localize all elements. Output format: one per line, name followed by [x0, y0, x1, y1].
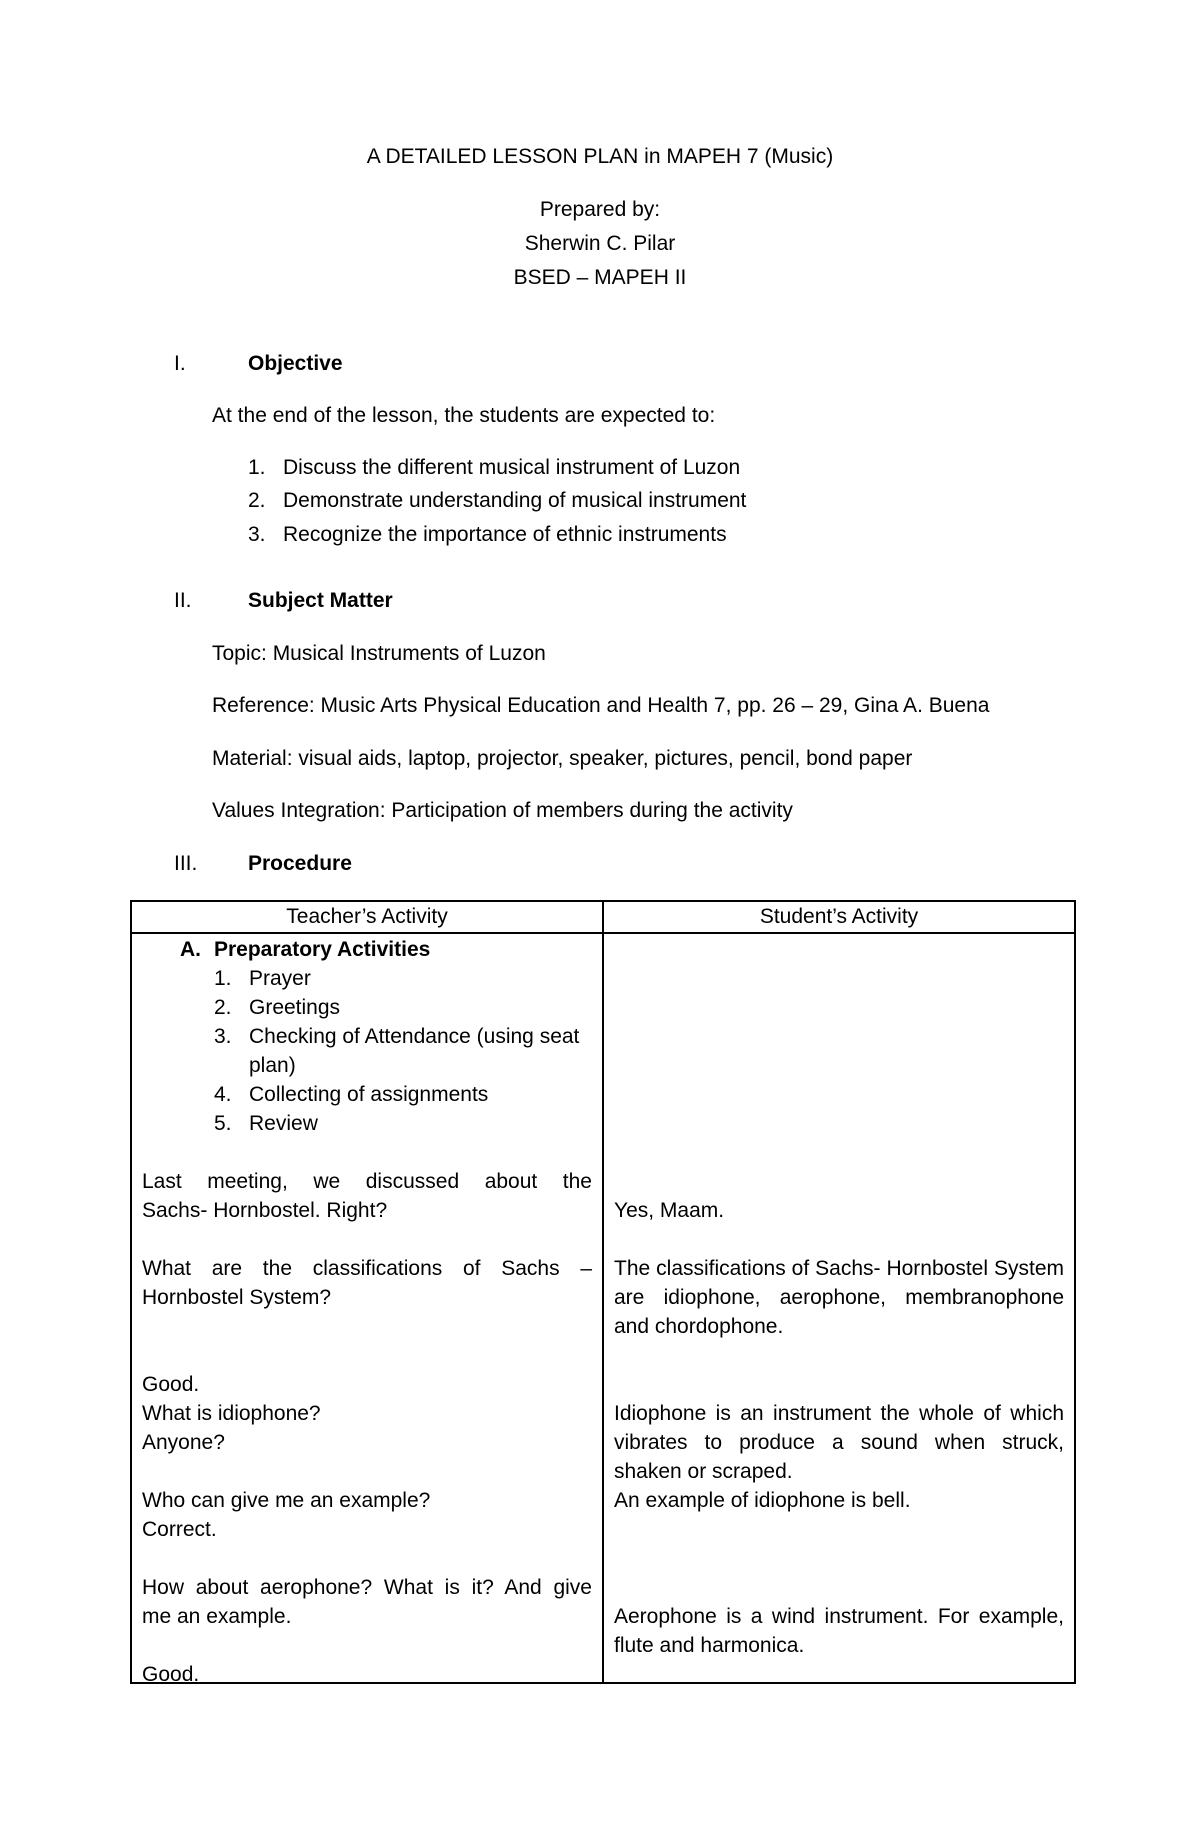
objective-item-number: 2. — [248, 489, 266, 512]
list-item-text: Prayer — [249, 967, 311, 990]
student-line: are idiophone, aerophone, membranophone — [614, 1286, 1064, 1309]
document-title: A DETAILED LESSON PLAN in MAPEH 7 (Music) — [366, 145, 834, 168]
student-activity-cell — [603, 933, 1075, 1683]
objective-item-number: 1. — [248, 456, 266, 479]
subject-matter-numeral: II. — [174, 589, 192, 612]
teacher-line: Last meeting, we discussed about the — [142, 1170, 592, 1193]
reference-line: Reference: Music Arts Physical Education and Health 7, pp. 26 – 29, Gina A. Buena — [212, 694, 990, 717]
list-item-number: 4. — [214, 1083, 232, 1106]
student-line: Aerophone is a wind instrument. For example, — [614, 1605, 1064, 1628]
procedure-heading: Procedure — [248, 852, 352, 875]
student-line: The classifications of Sachs- Hornbostel System — [614, 1257, 1064, 1280]
preparatory-letter: A. — [180, 938, 201, 961]
teacher-line: Correct. — [142, 1518, 217, 1541]
objective-item: Recognize the importance of ethnic instruments — [283, 523, 727, 546]
teacher-line: Hornbostel System? — [142, 1286, 332, 1309]
list-item-text: Greetings — [249, 996, 341, 1019]
teacher-line: Anyone? — [142, 1431, 225, 1454]
objective-numeral: I. — [174, 352, 186, 375]
author-course: BSED – MAPEH II — [513, 266, 687, 289]
teacher-activity-cell — [131, 933, 603, 1686]
list-item-number: 1. — [214, 967, 232, 990]
list-item-text: plan) — [249, 1054, 296, 1077]
student-line: vibrates to produce a sound when struck, — [614, 1431, 1064, 1454]
teacher-line: Good. — [142, 1373, 200, 1396]
procedure-numeral: III. — [174, 852, 198, 875]
teacher-line: Good. — [142, 1663, 200, 1686]
student-line: flute and harmonica. — [614, 1634, 805, 1657]
teacher-line: How about aerophone? What is it? And give — [142, 1576, 592, 1599]
teacher-activity-header: Teacher’s Activity — [131, 901, 603, 933]
student-activity-header: Student’s Activity — [603, 901, 1075, 933]
list-item-text: Collecting of assignments — [249, 1083, 489, 1106]
objective-heading: Objective — [248, 352, 343, 375]
subject-matter-heading: Subject Matter — [248, 589, 393, 612]
procedure-table — [130, 900, 1076, 1684]
author-name: Sherwin C. Pilar — [524, 232, 676, 255]
student-line: Yes, Maam. — [614, 1199, 725, 1222]
student-line: Idiophone is an instrument the whole of which — [614, 1402, 1064, 1425]
objective-item-number: 3. — [248, 523, 266, 546]
objective-item: Demonstrate understanding of musical instrument — [283, 489, 747, 512]
list-item-number: 2. — [214, 996, 232, 1019]
teacher-line: What is idiophone? — [142, 1402, 321, 1425]
prepared-by-label: Prepared by: — [539, 198, 661, 221]
preparatory-title: Preparatory Activities — [214, 938, 431, 961]
student-line: shaken or scraped. — [614, 1460, 793, 1483]
teacher-line: What are the classifications of Sachs – — [142, 1257, 592, 1280]
teacher-line: me an example. — [142, 1605, 292, 1628]
list-item-number: 3. — [214, 1025, 232, 1048]
objective-lead: At the end of the lesson, the students are expected to: — [212, 404, 716, 427]
values-integration-line: Values Integration: Participation of members during the activity — [212, 799, 793, 822]
student-line: An example of idiophone is bell. — [614, 1489, 911, 1512]
table-header-row — [131, 901, 1075, 933]
teacher-line: Who can give me an example? — [142, 1489, 431, 1512]
student-line: and chordophone. — [614, 1315, 784, 1338]
material-line: Material: visual aids, laptop, projector, speaker, pictures, pencil, bond paper — [212, 747, 913, 770]
list-item-text: Review — [249, 1112, 318, 1135]
topic-line: Topic: Musical Instruments of Luzon — [212, 642, 546, 665]
list-item-number: 5. — [214, 1112, 232, 1135]
list-item-text: Checking of Attendance (using seat — [249, 1025, 580, 1048]
teacher-line: Sachs- Hornbostel. Right? — [142, 1199, 388, 1222]
table-row — [131, 933, 1075, 1683]
objective-item: Discuss the different musical instrument of Luzon — [283, 456, 741, 479]
